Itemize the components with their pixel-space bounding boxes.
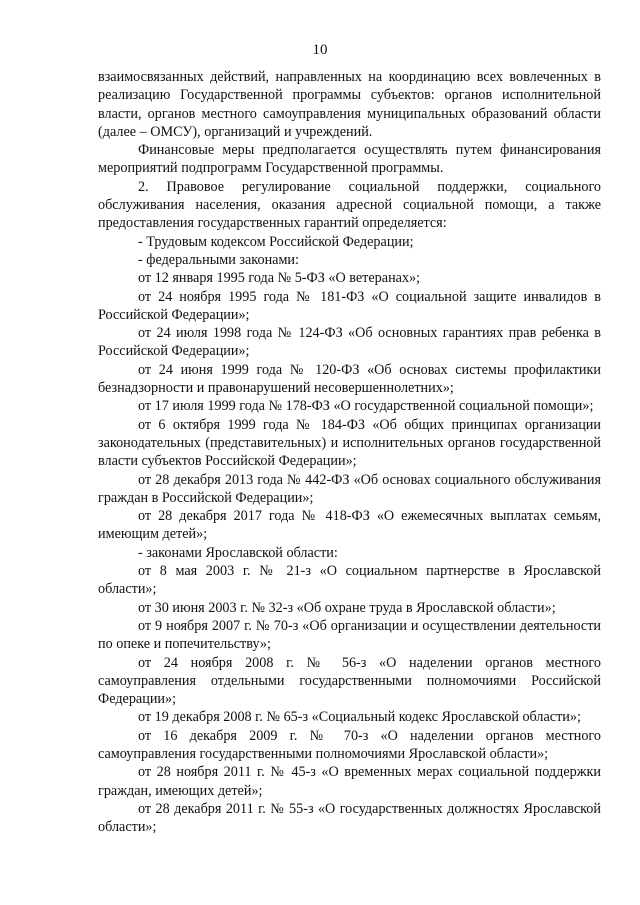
law-item: от 24 июля 1998 года № 124-ФЗ «Об основных гарантиях прав ребенка в Российской Федерации»; bbox=[98, 325, 601, 360]
law-item: от 19 декабря 2008 г. № 65-з «Социальный кодекс Ярославской области»; bbox=[138, 709, 581, 726]
law-item: от 8 мая 2003 г. № 21-з «О социальном партнерстве в Ярославской области»; bbox=[98, 563, 601, 598]
paragraph-legal-regulation: 2. Правовое регулирование социальной поддержки, социального обслуживания населения, оказания адресной социальной помощи, а также предоставления государственных гарантий определяется: bbox=[98, 178, 601, 232]
paragraph-continuation: взаимосвязанных действий, направленных на координацию всех вовлеченных в реализацию Государственной программы субъектов: органов исполнительной власти, органов местного самоуправления муниципальных образований области (далее – ОМСУ), организаций и учреждений. bbox=[98, 69, 601, 140]
paragraph-financial-measures: Финансовые меры предполагается осуществлять путем финансирования мероприятий подпрограмм Государственной программы. bbox=[98, 142, 601, 177]
law-item: от 17 июля 1999 года № 178-ФЗ «О государственной социальной помощи»; bbox=[138, 398, 594, 415]
law-item: от 24 ноября 1995 года № 181-ФЗ «О социальной защите инвалидов в Российской Федерации»; bbox=[98, 288, 601, 323]
law-item: от 28 декабря 2013 года № 442-ФЗ «Об основах социального обслуживания граждан в Российской Федерации»; bbox=[98, 471, 601, 506]
list-heading-regional-laws: - законами Ярославской области: bbox=[138, 544, 338, 561]
law-item: от 28 декабря 2017 года № 418-ФЗ «О ежемесячных выплатах семьям, имеющим детей»; bbox=[98, 508, 601, 543]
law-item: от 9 ноября 2007 г. № 70-з «Об организации и осуществлении деятельности по опеке и попечительству»; bbox=[98, 617, 601, 653]
law-item: от 12 января 1995 года № 5-ФЗ «О ветеранах»; bbox=[138, 270, 421, 287]
law-item: от 24 июня 1999 года № 120-ФЗ «Об основах системы профилактики безнадзорности и правонарушений несовершеннолетних»; bbox=[98, 361, 601, 397]
document-body bbox=[98, 68, 601, 836]
law-item: от 16 декабря 2009 г. № 70-з «О наделении органов местного самоуправления государственными полномочиями Ярославской области»; bbox=[98, 727, 601, 762]
list-heading-federal-laws: - федеральными законами: bbox=[138, 251, 299, 268]
law-item: от 30 июня 2003 г. № 32-з «Об охране труда в Ярославской области»; bbox=[138, 599, 556, 616]
law-item: от 28 декабря 2011 г. № 55-з «О государственных должностях Ярославской области»; bbox=[98, 800, 601, 836]
law-item: от 6 октября 1999 года № 184-ФЗ «Об общих принципах организации законодательных (представительных) и исполнительных органов государственной власти субъектов Российской Федерации»; bbox=[98, 416, 601, 470]
page-number: 10 bbox=[312, 42, 328, 58]
list-item-labor-code: - Трудовым кодексом Российской Федерации; bbox=[138, 233, 414, 250]
law-item: от 24 ноября 2008 г. № 56-з «О наделении органов местного самоуправления отдельными государственными полномочиями Российской Федерации»; bbox=[98, 654, 601, 708]
law-item: от 28 ноября 2011 г. № 45-з «О временных мерах социальной поддержки граждан, имеющих детей»; bbox=[98, 764, 601, 799]
